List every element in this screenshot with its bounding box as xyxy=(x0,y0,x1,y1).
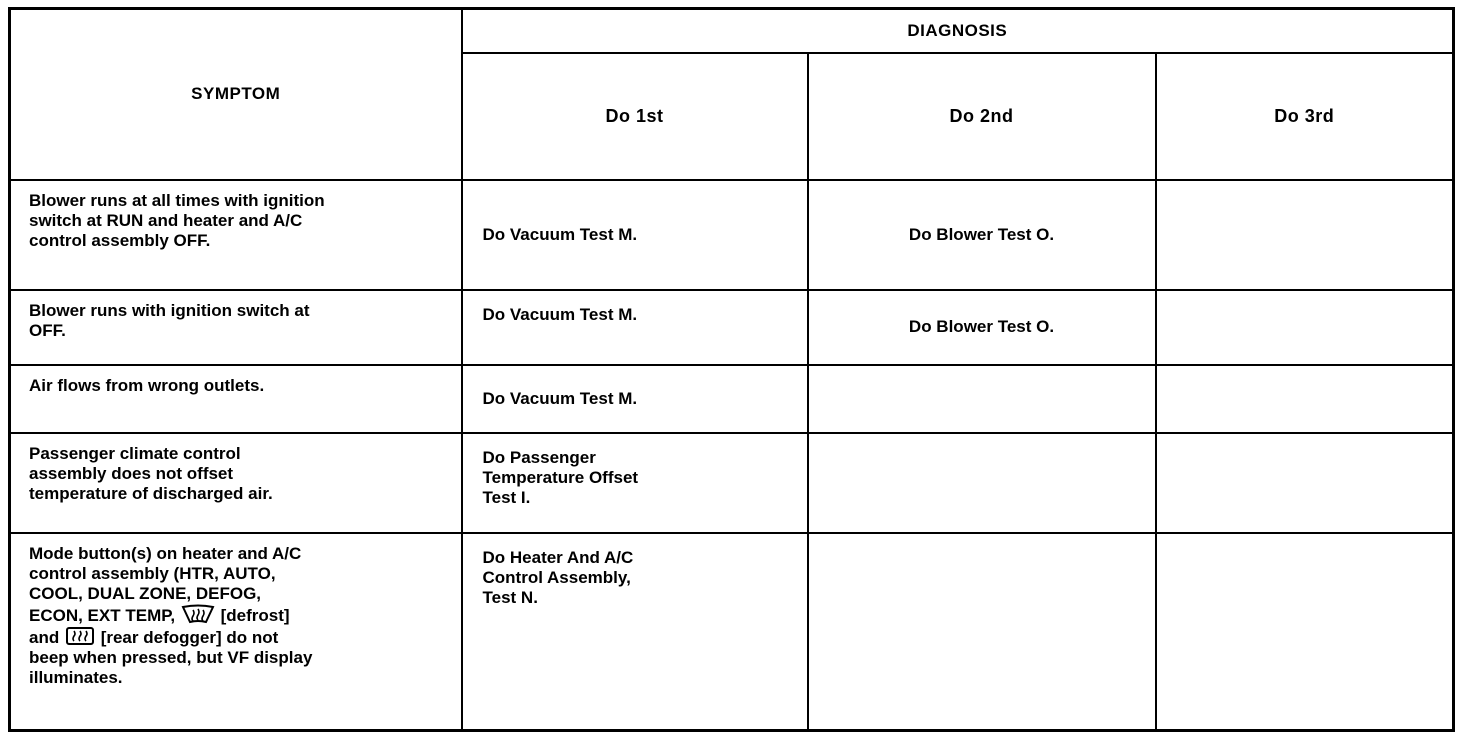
symptom-text: Air flows from wrong outlets. xyxy=(29,375,265,395)
table-row xyxy=(10,433,1454,533)
diagnosis-table-wrapper xyxy=(8,7,1455,732)
symptom-text: illuminates. xyxy=(29,667,123,687)
table-row xyxy=(10,533,1454,731)
do-2nd-header: Do 2nd xyxy=(808,53,1156,180)
do-1st-cell xyxy=(462,433,808,533)
symptom-text: temperature of discharged air. xyxy=(29,484,273,504)
symptom-text-line xyxy=(29,604,445,626)
do-1st-cell: Do Vacuum Test M. xyxy=(462,290,808,365)
do-3rd-header: Do 3rd xyxy=(1156,53,1454,180)
symptom-text: assembly does not offset xyxy=(29,464,234,484)
symptom-text: OFF. xyxy=(29,320,66,340)
do-1st-header: Do 1st xyxy=(462,53,808,180)
symptom-text: COOL, DUAL ZONE, DEFOG, xyxy=(29,583,262,603)
symptom-text: switch at RUN and heater and A/C xyxy=(29,210,303,230)
windshield-defrost-icon xyxy=(180,604,216,624)
table-row xyxy=(10,365,1454,434)
symptom-text: Mode button(s) on heater and A/C xyxy=(29,543,302,563)
do-3rd-cell xyxy=(1156,180,1454,290)
diagnosis-text: Test N. xyxy=(482,587,538,607)
symptom-cell xyxy=(10,180,462,290)
do-2nd-cell xyxy=(808,365,1156,434)
symptom-text: control assembly OFF. xyxy=(29,230,211,250)
do-3rd-cell xyxy=(1156,365,1454,434)
do-3rd-cell xyxy=(1156,433,1454,533)
do-2nd-cell xyxy=(808,433,1156,533)
diagnosis-text: Control Assembly, xyxy=(482,567,631,587)
symptom-header: SYMPTOM xyxy=(10,9,462,180)
do-2nd-cell: Do Blower Test O. xyxy=(808,180,1156,290)
do-2nd-cell: Do Blower Test O. xyxy=(808,290,1156,365)
diagnosis-text: Test I. xyxy=(482,488,531,508)
symptom-text: and xyxy=(29,627,60,647)
diagnosis-text: Temperature Offset xyxy=(482,468,639,488)
do-1st-cell: Do Vacuum Test M. xyxy=(462,365,808,434)
symptom-text-line xyxy=(29,626,445,648)
symptom-text: [defrost] xyxy=(220,605,290,625)
do-1st-cell xyxy=(462,533,808,731)
symptom-text: Passenger climate control xyxy=(29,444,241,464)
symptom-cell xyxy=(10,290,462,365)
symptom-text: Blower runs at all times with ignition xyxy=(29,190,325,210)
symptom-cell xyxy=(10,365,462,434)
symptom-text: Blower runs with ignition switch at xyxy=(29,300,310,320)
diagnosis-table xyxy=(8,7,1455,732)
symptom-text: control assembly (HTR, AUTO, xyxy=(29,563,276,583)
symptom-text: ECON, EXT TEMP, xyxy=(29,605,176,625)
do-2nd-cell xyxy=(808,533,1156,731)
do-3rd-cell xyxy=(1156,290,1454,365)
do-1st-cell: Do Vacuum Test M. xyxy=(462,180,808,290)
do-3rd-cell xyxy=(1156,533,1454,731)
table-row xyxy=(10,180,1454,290)
diagnosis-text: Do Heater And A/C xyxy=(482,547,634,567)
diagnosis-text: Do Passenger xyxy=(482,448,596,468)
symptom-cell xyxy=(10,533,462,731)
symptom-cell xyxy=(10,433,462,533)
symptom-text: beep when pressed, but VF display xyxy=(29,647,313,667)
diagnosis-header: DIAGNOSIS xyxy=(462,9,1454,53)
table-row xyxy=(10,290,1454,365)
rear-defogger-icon xyxy=(64,626,96,646)
symptom-text: [rear defogger] do not xyxy=(100,627,279,647)
